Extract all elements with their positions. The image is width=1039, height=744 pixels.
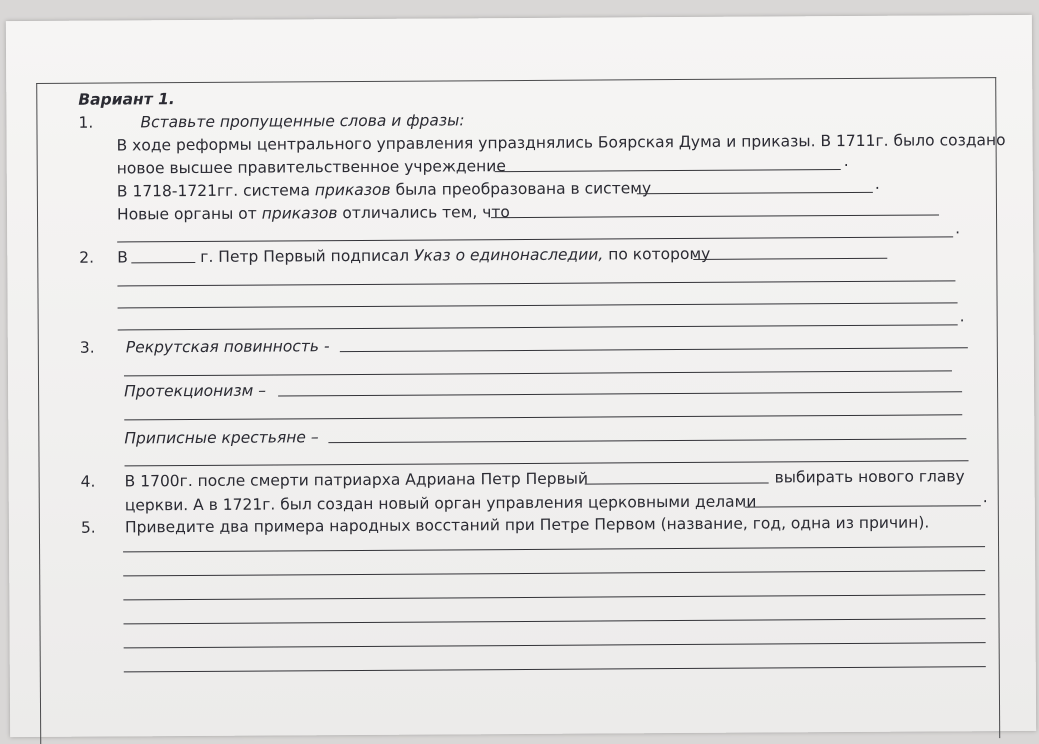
q1-dot-2: . <box>874 174 880 193</box>
q1-line3-a: В 1718-1721гг. система <box>116 181 315 201</box>
q1-line1: В ходе реформы центрального управления упразднялись Боярская Дума и приказы. В 1711г. было создано <box>116 131 1006 155</box>
q4-c: церкви. А в 1721г. был создан новый орган управления церковными делами <box>124 492 757 515</box>
q5-number: 5. <box>80 518 96 537</box>
q4-number: 4. <box>80 472 96 491</box>
q3-term-3: Приписные крестьяне – <box>124 428 319 448</box>
q2-text <box>200 245 710 266</box>
worksheet-sheet <box>6 15 1036 737</box>
q1-line3 <box>117 179 651 200</box>
q1-dot-1: . <box>843 151 849 171</box>
variant-title: Вариант 1. <box>78 90 175 109</box>
q2-d: по которому <box>603 244 711 264</box>
q3-number: 3. <box>79 338 95 357</box>
q4-dot: . <box>982 488 988 507</box>
q2-c: Указ о единонаследии, <box>414 245 604 265</box>
q1-number: 1. <box>78 113 94 132</box>
q2-number: 2. <box>79 248 95 267</box>
q1-line4-a: Новые органы от <box>116 204 262 224</box>
q3-term-2: Протекционизм – <box>124 381 266 401</box>
q1-task: Вставьте пропущенные слова и фразы: <box>140 111 465 132</box>
q1-line4-b: приказов <box>261 204 338 223</box>
q5-text: Приведите два примера народных восстаний при Петре Первом (название, год, одна из причин). <box>124 513 930 537</box>
q1-line3-c: была преобразована в систему <box>390 179 652 199</box>
q3-term-1: Рекрутская повинность - <box>125 337 330 357</box>
q4-b: выбирать нового главу <box>774 467 965 487</box>
q2-dot: . <box>959 307 965 326</box>
q1-line2: новое высшее правительственное учреждение <box>116 157 506 178</box>
q2-b: г. Петр Первый подписал <box>200 246 415 266</box>
q2-a: В <box>117 248 128 267</box>
q4-a: В 1700г. после смерти патриарха Адриана Петр Первый <box>124 469 589 491</box>
q1-line3-b: приказов <box>314 180 391 200</box>
q1-line4-c: отличались тем, что <box>337 203 510 223</box>
q1-line4 <box>117 203 510 223</box>
q1-dot-3: . <box>955 219 961 238</box>
